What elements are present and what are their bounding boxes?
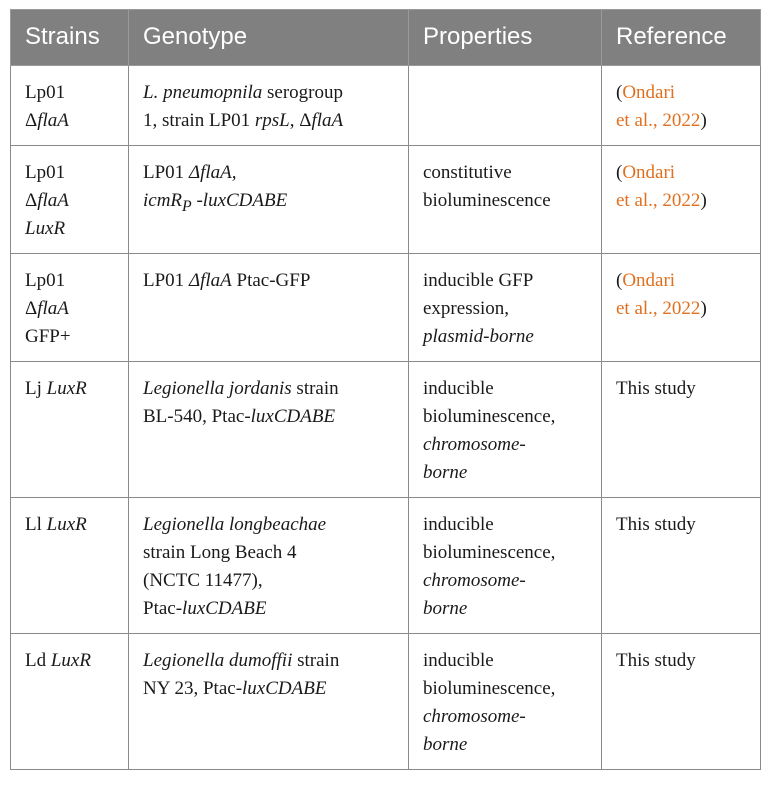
genotype-cell: LP01 ΔflaA, icmR$_P$ -luxCDABE	[129, 146, 409, 254]
reference-cell: This study	[602, 634, 761, 770]
strain-cell: Ll LuxR	[11, 498, 129, 634]
properties-cell: inducible bioluminescence, chromosome- borne	[409, 362, 602, 498]
properties-cell: constitutive bioluminescence	[409, 146, 602, 254]
genotype-cell: Legionella jordanis strain BL-540, Ptac-luxCDABE	[129, 362, 409, 498]
table-row	[11, 498, 761, 634]
properties-cell: inducible bioluminescence, chromosome- borne	[409, 634, 602, 770]
genotype-gene: rpsL	[254, 110, 290, 131]
reference-link[interactable]: Ondari	[622, 82, 676, 103]
strain-line: ΔflaA	[25, 298, 69, 319]
table-header	[11, 10, 761, 66]
reference-link[interactable]: et al., 2022	[616, 110, 701, 131]
header-reference: Reference	[602, 10, 761, 66]
properties-cell: inducible GFP expression, plasmid-borne	[409, 254, 602, 362]
strain-cell: Ld LuxR	[11, 634, 129, 770]
reference-link[interactable]: et al., 2022	[616, 298, 701, 319]
genotype-text: , ΔflaA	[289, 110, 344, 131]
genotype-cell: Legionella dumoffii strain NY 23, Ptac-luxCDABE	[129, 634, 409, 770]
header-strains: Strains	[11, 10, 129, 66]
strain-cell	[11, 254, 129, 362]
table-row	[11, 634, 761, 770]
genotype-cell	[129, 66, 409, 146]
table-row	[11, 66, 761, 146]
strain-line: Lp01	[25, 82, 66, 103]
strain-line: GFP+	[25, 326, 71, 347]
reference-cell: (Ondari et al., 2022)	[602, 254, 761, 362]
header-properties: Properties	[409, 10, 602, 66]
table-row	[11, 146, 761, 254]
genotype-cell: Legionella longbeachae strain Long Beach 4 (NCTC 11477), Ptac-luxCDABE	[129, 498, 409, 634]
strains-table	[10, 9, 761, 770]
genotype-species: L. pneumopnila	[143, 82, 263, 103]
reference-link[interactable]: et al., 2022	[616, 190, 701, 211]
strain-line: LuxR	[25, 218, 66, 239]
properties-cell	[409, 66, 602, 146]
header-genotype: Genotype	[129, 10, 409, 66]
reference-cell: This study	[602, 498, 761, 634]
reference-link[interactable]: Ondari	[622, 162, 676, 183]
strain-cell	[11, 66, 129, 146]
table-row	[11, 254, 761, 362]
strain-line: Lp01	[25, 270, 66, 291]
strain-cell: Lj LuxR	[11, 362, 129, 498]
table-row	[11, 362, 761, 498]
properties-cell: inducible bioluminescence, chromosome- borne	[409, 498, 602, 634]
genotype-text: 1, strain LP01	[143, 110, 255, 131]
header-row	[11, 10, 761, 66]
strain-cell	[11, 146, 129, 254]
strain-line: ΔflaA	[25, 190, 69, 211]
genotype-cell: LP01 ΔflaA Ptac-GFP	[129, 254, 409, 362]
reference-link[interactable]: Ondari	[622, 270, 676, 291]
reference-cell: This study	[602, 362, 761, 498]
reference-cell: (Ondari et al., 2022)	[602, 146, 761, 254]
strain-line: Lp01	[25, 162, 66, 183]
reference-cell: (Ondari et al., 2022)	[602, 66, 761, 146]
genotype-text: serogroup	[262, 82, 344, 103]
strain-line: ΔflaA	[25, 110, 69, 131]
